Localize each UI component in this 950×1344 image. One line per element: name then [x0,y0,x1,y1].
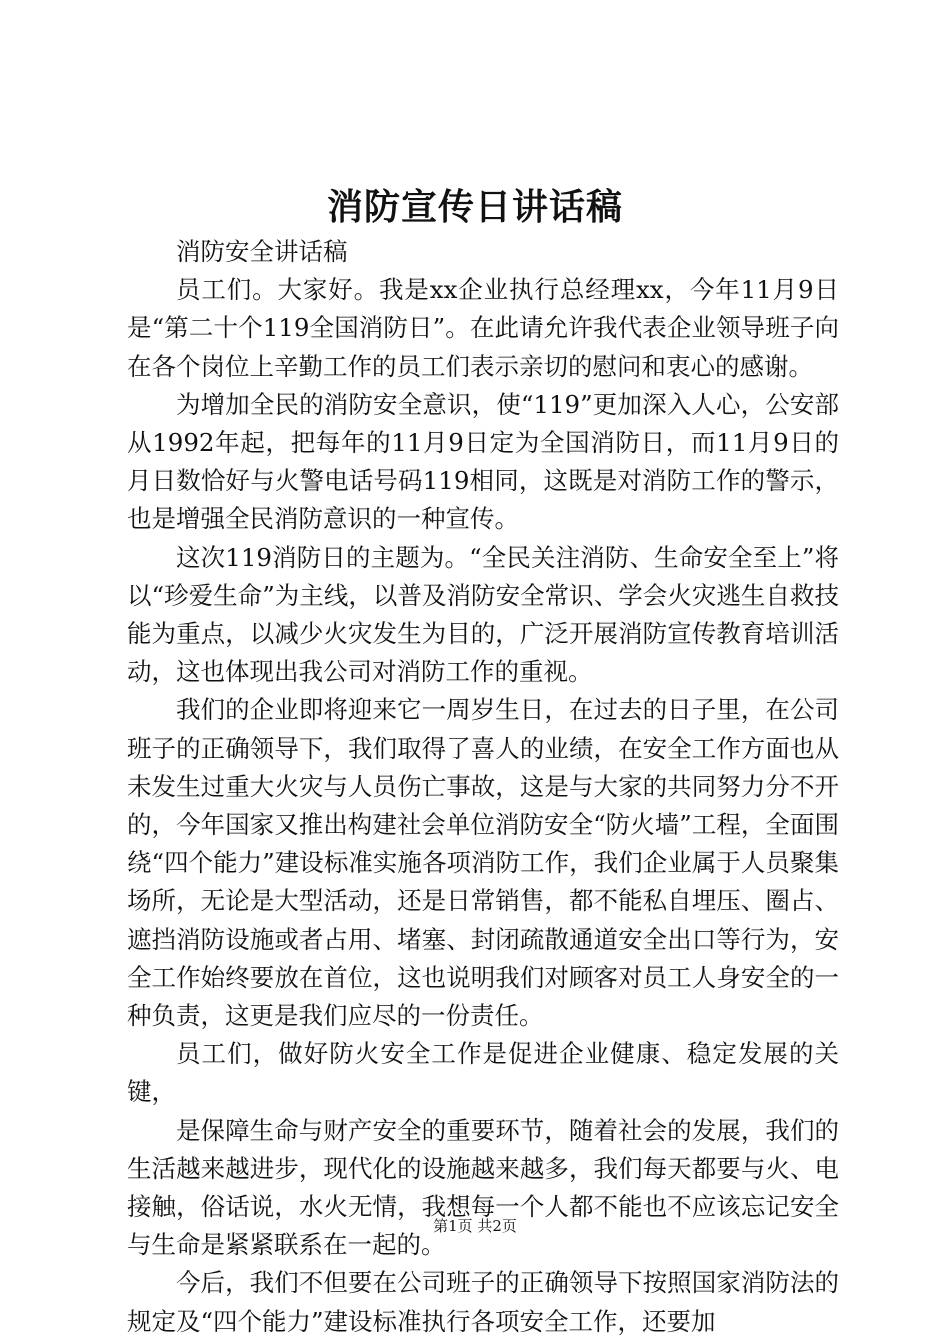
paragraph-company-record: 我们的企业即将迎来它一周岁生日，在过去的日子里，在公司班子的正确领导下，我们取得了喜人的业绩，在安全工作方面也从未发生过重大火灾与人员伤亡事故，这是与大家的共同努力分不开的，今年国家又推出构建社会单位消防安全“防火墙”工程，全面围绕“四个能力”建设标准实施各项消防工作，我们企业属于人员聚集场所，无论是大型活动，还是日常销售，都不能私自埋压、圈占、遮挡消防设施或者占用、堵塞、封闭疏散通道安全出口等行为，安全工作始终要放在首位，这也说明我们对顾客对员工人身安全的一种负责，这更是我们应尽的一份责任。 [127,695,839,1031]
document-title: 消防宣传日讲话稿 [326,186,623,228]
paragraph-greeting: 员工们。大家好。我是xx企业执行总经理xx，今年11月9日是“第二十个119全国消防日”。在此请允许我代表企业领导班子向在各个岗位上辛勤工作的员工们表示亲切的慰问和衷心的感谢。 [127,275,839,381]
paragraph-subtitle: 消防安全讲话稿 [176,237,348,266]
paragraph-future: 今后，我们不但要在公司班子的正确领导下按照国家消防法的规定及“四个能力”建设标准执行各项安全工作，还要加 [127,1268,839,1336]
paragraph-theme: 这次119消防日的主题为。“全民关注消防、生命安全至上”将以“珍爱生命”为主线，以普及消防安全常识、学会火灾逃生自救技能为重点，以减少火灾发生为目的，广泛开展消防宣传教育培训活动，这也体现出我公司对消防工作的重视。 [127,542,839,687]
document-body [127,233,839,1341]
page-number-footer: 第1页 共2页 [433,1217,517,1235]
paragraph-fire-day-origin: 为增加全民的消防安全意识，使“119”更加深入人心，公安部从1992年起，把每年的11月9日定为全国消防日，而11月9日的月日数恰好与火警电话号码119相同，这既是对消防工作的警示，也是增强全民消防意识的一种宣传。 [127,389,839,534]
paragraph-key-point: 员工们，做好防火安全工作是促进企业健康、稳定发展的关键， [127,1039,839,1107]
paragraph-safety-life: 是保障生命与财产安全的重要环节，随着社会的发展，我们的生活越来越进步，现代化的设施越来越多，我们每天都要与火、电接触，俗话说，水火无情，我想每一个人都不能也不应该忘记安全与生命是紧紧联系在一起的。 [127,1115,839,1260]
